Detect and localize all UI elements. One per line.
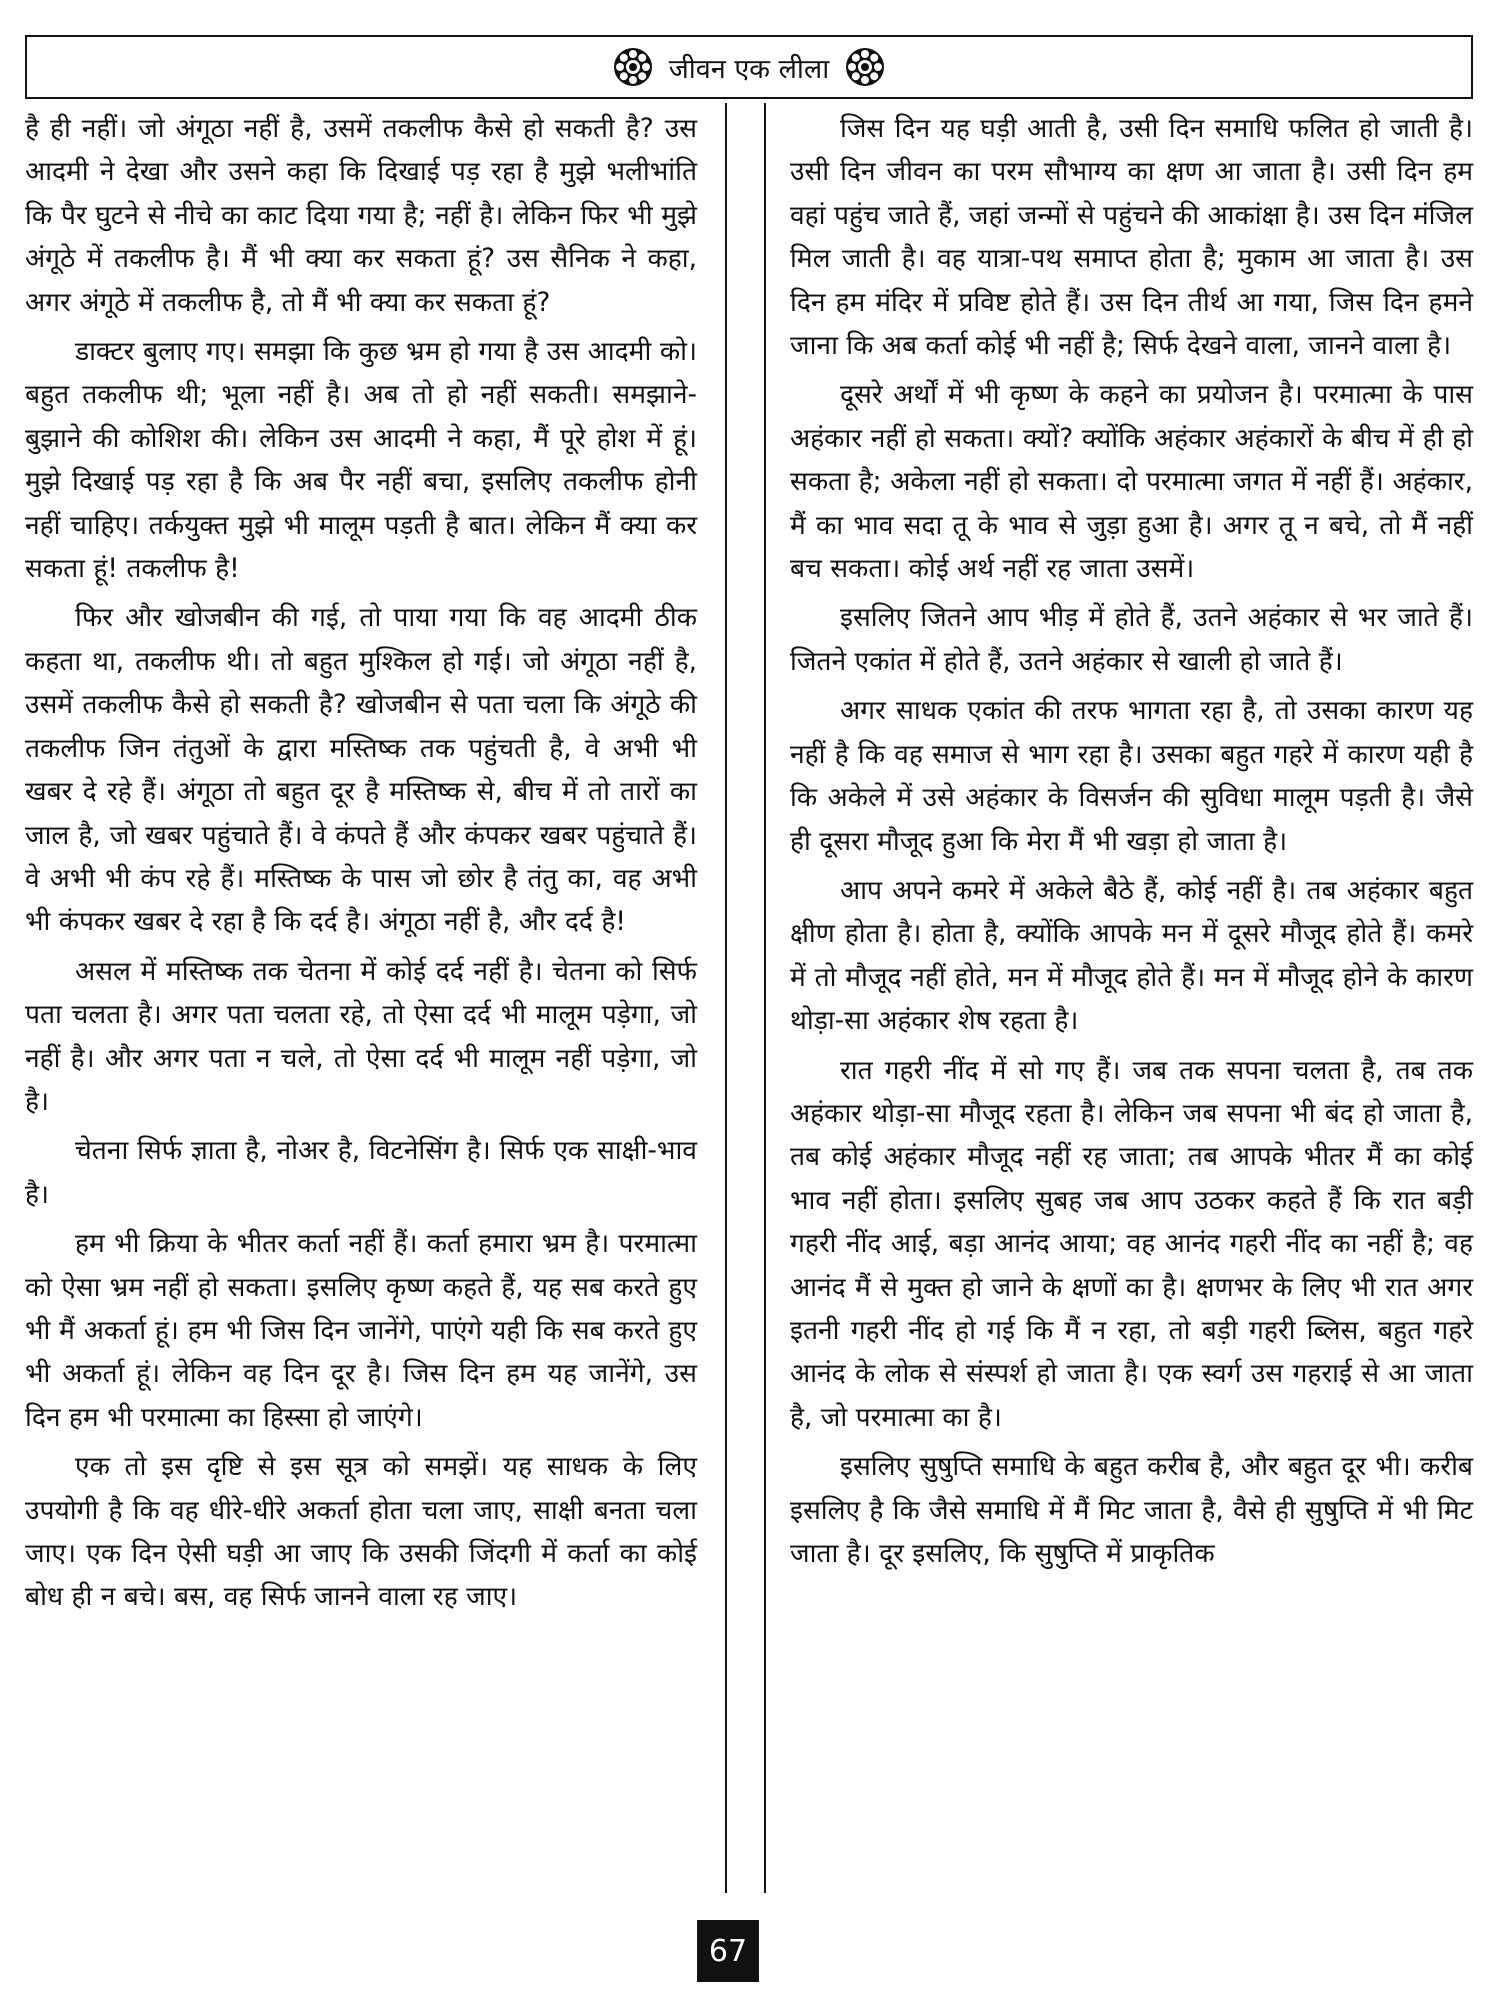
- paragraph: एक तो इस दृष्टि से इस सूत्र को समझें। यह साधक के लिए उपयोगी है कि वह धीरे-धीरे अकर्ता होता चला जाए, साक्षी बनता चला जाए। एक दिन ऐसी घड़ी आ जाए कि उसकी जिंदगी में कर्ता का कोई बोध ही न बचे। बस, वह सिर्फ जानने वाला रह जाए।: [25, 1451, 697, 1613]
- running-header: [25, 35, 1473, 99]
- paragraph: चेतना सिर्फ ज्ञाता है, नोअर है, विटनेसिंग है। सिर्फ एक साक्षी-भाव है।: [25, 1135, 697, 1210]
- paragraph: आप अपने कमरे में अकेले बैठे हैं, कोई नहीं है। तब अहंकार बहुत क्षीण होता है। होता है, क्योंकि आपके मन में दूसरे मौजूद होते हैं। कमरे में तो मौजूद नहीं होते, मन में मौजूद होते हैं। मन में मौजूद होने के कारण थोड़ा-सा अहंकार शेष रहता है।: [790, 874, 1473, 1037]
- right-column: [768, 103, 1473, 1953]
- paragraph: हम भी क्रिया के भीतर कर्ता नहीं हैं। कर्ता हमारा भ्रम है। परमात्मा को ऐसा भ्रम नहीं हो सकता। इसलिए कृष्ण कहते हैं, यह सब करते हुए भी मैं अकर्ता हूं। हम भी जिस दिन जानेंगे, पाएंगे यही कि सब करते हुए भी अकर्ता हूं। लेकिन वह दिन दूर है। जिस दिन हम यह जानेंगे, उस दिन हम भी परमात्मा का हिस्सा हो जाएंगे।: [25, 1228, 697, 1433]
- page-number: 67: [697, 1920, 759, 1982]
- left-column: [25, 103, 715, 1953]
- paragraph: है ही नहीं। जो अंगूठा नहीं है, उसमें तकलीफ कैसे हो सकती है? उस आदमी ने देखा और उसने कहा कि दिखाई पड़ रहा है मुझे भलीभांति कि पैर घुटने से नीचे का काट दिया गया है; नहीं है। लेकिन फिर भी मुझे अंगूठे में तकलीफ है। मैं भी क्या कर सकता हूं? उस सैनिक ने कहा, अगर अंगूठे में तकलीफ है, तो मैं भी क्या कर सकता हूं?: [25, 113, 697, 318]
- paragraph: इसलिए सुषुप्ति समाधि के बहुत करीब है, और बहुत दूर भी। करीब इसलिए है कि जैसे समाधि में मैं मिट जाता है, वैसे ही सुषुप्ति में भी मिट जाता है। दूर इसलिए, कि सुषुप्ति में प्राकृतिक: [790, 1451, 1473, 1569]
- paragraph: फिर और खोजबीन की गई, तो पाया गया कि वह आदमी ठीक कहता था, तकलीफ थी। तो बहुत मुश्किल हो गई। जो अंगूठा नहीं है, उसमें तकलीफ कैसे हो सकती है? खोजबीन से पता चला कि अंगूठे की तकलीफ जिन तंतुओं के द्वारा मस्तिष्क तक पहुंचती है, वे अभी भी खबर दे रहे हैं। अंगूठा तो बहुत दूर है मस्तिष्क से, बीच में तो तारों का जाल है, जो खबर पहुंचाते हैं। वे कंपते हैं और कंपकर खबर पहुंचाते हैं। वे अभी भी कंप रहे हैं। मस्तिष्क के पास जो छोर है तंतु का, वह अभी भी कंपकर खबर दे रहा है कि दर्द है। अंगूठा नहीं है, और दर्द है!: [25, 602, 697, 938]
- flower-ornament-icon: [845, 47, 885, 87]
- header-inner: [613, 47, 885, 87]
- flower-ornament-icon: [613, 47, 653, 87]
- paragraph: दूसरे अर्थों में भी कृष्ण के कहने का प्रयोजन है। परमात्मा के पास अहंकार नहीं हो सकता। क्यों? क्योंकि अहंकार अहंकारों के बीच में ही हो सकता है; अकेला नहीं हो सकता। दो परमात्मा जगत में नहीं हैं। अहंकार, मैं का भाव सदा तू के भाव से जुड़ा हुआ है। अगर तू न बचे, तो मैं नहीं बच सकता। कोई अर्थ नहीं रह जाता उसमें।: [790, 379, 1473, 585]
- paragraph: इसलिए जितने आप भीड़ में होते हैं, उतने अहंकार से भर जाते हैं। जितने एकांत में होते हैं, उतने अहंकार से खाली हो जाते हैं।: [790, 602, 1473, 677]
- paragraph: जिस दिन यह घड़ी आती है, उसी दिन समाधि फलित हो जाती है। उसी दिन जीवन का परम सौभाग्य का क्षण आ जाता है। उसी दिन हम वहां पहुंच जाते हैं, जहां जन्मों से पहुंचने की आकांक्षा है। उस दिन मंजिल मिल जाती है। वह यात्रा-पथ समाप्त होता है; मुकाम आ जाता है। उस दिन हम मंदिर में प्रविष्ट होते हैं। उस दिन तीर्थ आ गया, जिस दिन हमने जाना कि अब कर्ता कोई भी नहीं है; सिर्फ देखने वाला, जानने वाला है।: [790, 113, 1473, 362]
- paragraph: असल में मस्तिष्क तक चेतना में कोई दर्द नहीं है। चेतना को सिर्फ पता चलता है। अगर पता चलता रहे, तो ऐसा दर्द भी मालूम पड़ेगा, जो नहीं है। और अगर पता न चले, तो ऐसा दर्द भी मालूम नहीं पड़ेगा, जो है।: [25, 955, 697, 1117]
- paragraph: अगर साधक एकांत की तरफ भागता रहा है, तो उसका कारण यह नहीं है कि वह समाज से भाग रहा है। उसका बहुत गहरे में कारण यही है कि अकेले में उसे अहंकार के विसर्जन की सुविधा मालूम पड़ती है। जैसे ही दूसरा मौजूद हुआ कि मेरा मैं भी खड़ा हो जाता है।: [790, 695, 1473, 857]
- paragraph: डाक्टर बुलाए गए। समझा कि कुछ भ्रम हो गया है उस आदमी को। बहुत तकलीफ थी; भूला नहीं है। अब तो हो नहीं सकती। समझाने-बुझाने की कोशिश की। लेकिन उस आदमी ने कहा, मैं पूरे होश में हूं। मुझे दिखाई पड़ रहा है कि अब पैर नहीं बचा, इसलिए तकलीफ होनी नहीं चाहिए। तर्कयुक्त मुझे भी मालूम पड़ती है बात। लेकिन मैं क्या कर सकता हूं! तकलीफ है!: [25, 336, 697, 585]
- header-title: जीवन एक लीला: [668, 53, 830, 85]
- paragraph: रात गहरी नींद में सो गए हैं। जब तक सपना चलता है, तब तक अहंकार थोड़ा-सा मौजूद रहता है। लेकिन जब सपना भी बंद हो जाता है, तब कोई अहंकार मौजूद नहीं रह जाता; तब आपके भीतर मैं का कोई भाव नहीं होता। इसलिए सुबह जब आप उठकर कहते हैं कि रात बड़ी गहरी नींद आई, बड़ा आनंद आया; वह आनंद गहरी नींद का नहीं है; वह आनंद मैं से मुक्त हो जाने के क्षणों का है। क्षणभर के लिए भी रात अगर इतनी गहरी नींद हो गई कि मैं न रहा, तो बड़ी गहरी ब्लिस, बहुत गहरे आनंद के लोक से संस्पर्श हो जाता है। एक स्वर्ग उस गहराई से आ जाता है, जो परमात्मा का है।: [790, 1054, 1473, 1433]
